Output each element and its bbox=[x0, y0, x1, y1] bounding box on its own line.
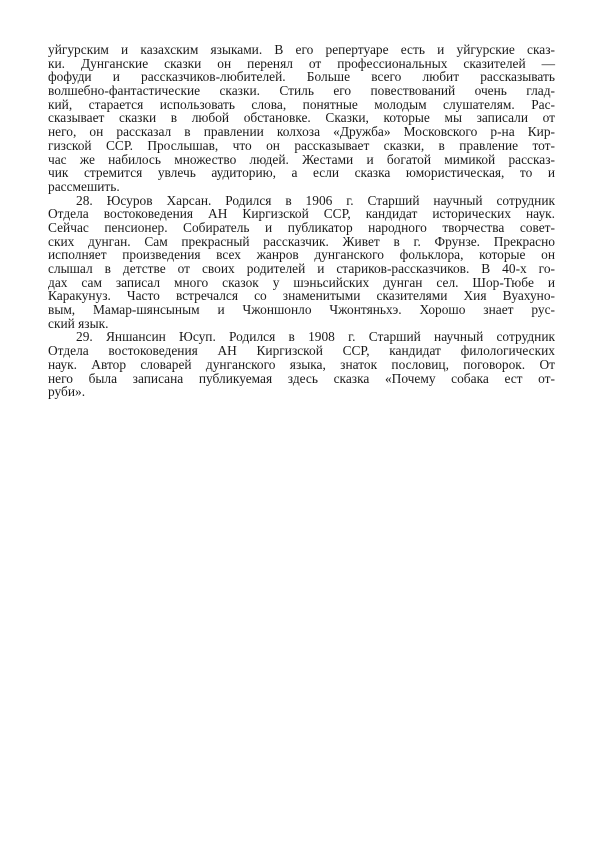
text-line: уйгурским и казахским языками. В его репертуаре есть и уйгурские сказ- bbox=[48, 42, 555, 57]
text-line: час же набилось множество людей. Жестами и богатой мимикой рассказ- bbox=[48, 151, 555, 167]
text-line: руби». bbox=[48, 384, 86, 400]
text-line: слышал в детстве от своих родителей и стариков-рассказчиков. В 40-х го- bbox=[48, 261, 555, 276]
text-line: дах сам записал много сказок у шэньсийских дунган сел. Шор-Тюбе и bbox=[48, 274, 555, 290]
text-line: Сейчас пенсионер. Собиратель и публикатор народного творчества совет- bbox=[48, 219, 555, 235]
text-line: Отдела востоковедения АН Киргизской ССР, кандидат исторических наук. bbox=[48, 206, 555, 222]
text-line: ских дунган. Сам прекрасный рассказчик. Живет в г. Фрунзе. Прекрасно bbox=[48, 233, 555, 249]
text-line: волшебно-фантастические сказки. Стиль его повествований очень глад- bbox=[48, 83, 555, 99]
text-line: фофуди и рассказчиков-любителей. Больше всего любит рассказывать bbox=[48, 69, 555, 85]
text-line: Отдела востоковедения АН Киргизской ССР, кандидат филологических bbox=[48, 343, 555, 359]
paragraph bbox=[48, 43, 555, 194]
paragraph bbox=[48, 330, 555, 398]
text-line: ский язык. bbox=[48, 315, 109, 331]
text-line: сказывает сказки в любой обстановке. Сказки, которые мы записали от bbox=[48, 110, 555, 126]
text-line: гизской ССР. Прослышав, что он рассказывает сказки, в правление тот- bbox=[48, 137, 555, 153]
text-line: 29. Яншансин Юсуп. Родился в 1908 г. Старший научный сотрудник bbox=[76, 329, 555, 345]
text-line: него, он рассказал в правлении колхоза «Дружба» Московского р-на Кир- bbox=[48, 124, 555, 140]
text-line: исполняет произведения всех жанров дунганского фольклора, которые он bbox=[48, 247, 555, 263]
paragraph bbox=[48, 194, 555, 331]
text-line: кий, старается использовать слова, понятные молодым слушателям. Рас- bbox=[48, 96, 555, 112]
text-line: ки. Дунганские сказки он перенял от профессиональных сказителей — bbox=[48, 55, 555, 71]
text-line: рассмешить. bbox=[48, 178, 120, 194]
text-line: Каракунуз. Часто встречался со знаменитыми сказителями Хия Вуахуно- bbox=[48, 288, 555, 304]
document-page bbox=[48, 43, 555, 399]
text-line: чик стремится увлечь аудиторию, а если сказка юмористическая, то и bbox=[48, 165, 555, 181]
text-line: вым, Мамар-шянсыным и Чжоншонло Чжонтяньхэ. Хорошо знает рус- bbox=[48, 302, 555, 318]
text-line: него была записана публикуемая здесь сказка «Почему собака ест от- bbox=[48, 370, 555, 386]
text-line: 28. Юсуров Харсан. Родился в 1906 г. Старший научный сотрудник bbox=[76, 192, 555, 208]
text-line: наук. Автор словарей дунганского языка, знаток пословиц, поговорок. От bbox=[48, 356, 555, 372]
